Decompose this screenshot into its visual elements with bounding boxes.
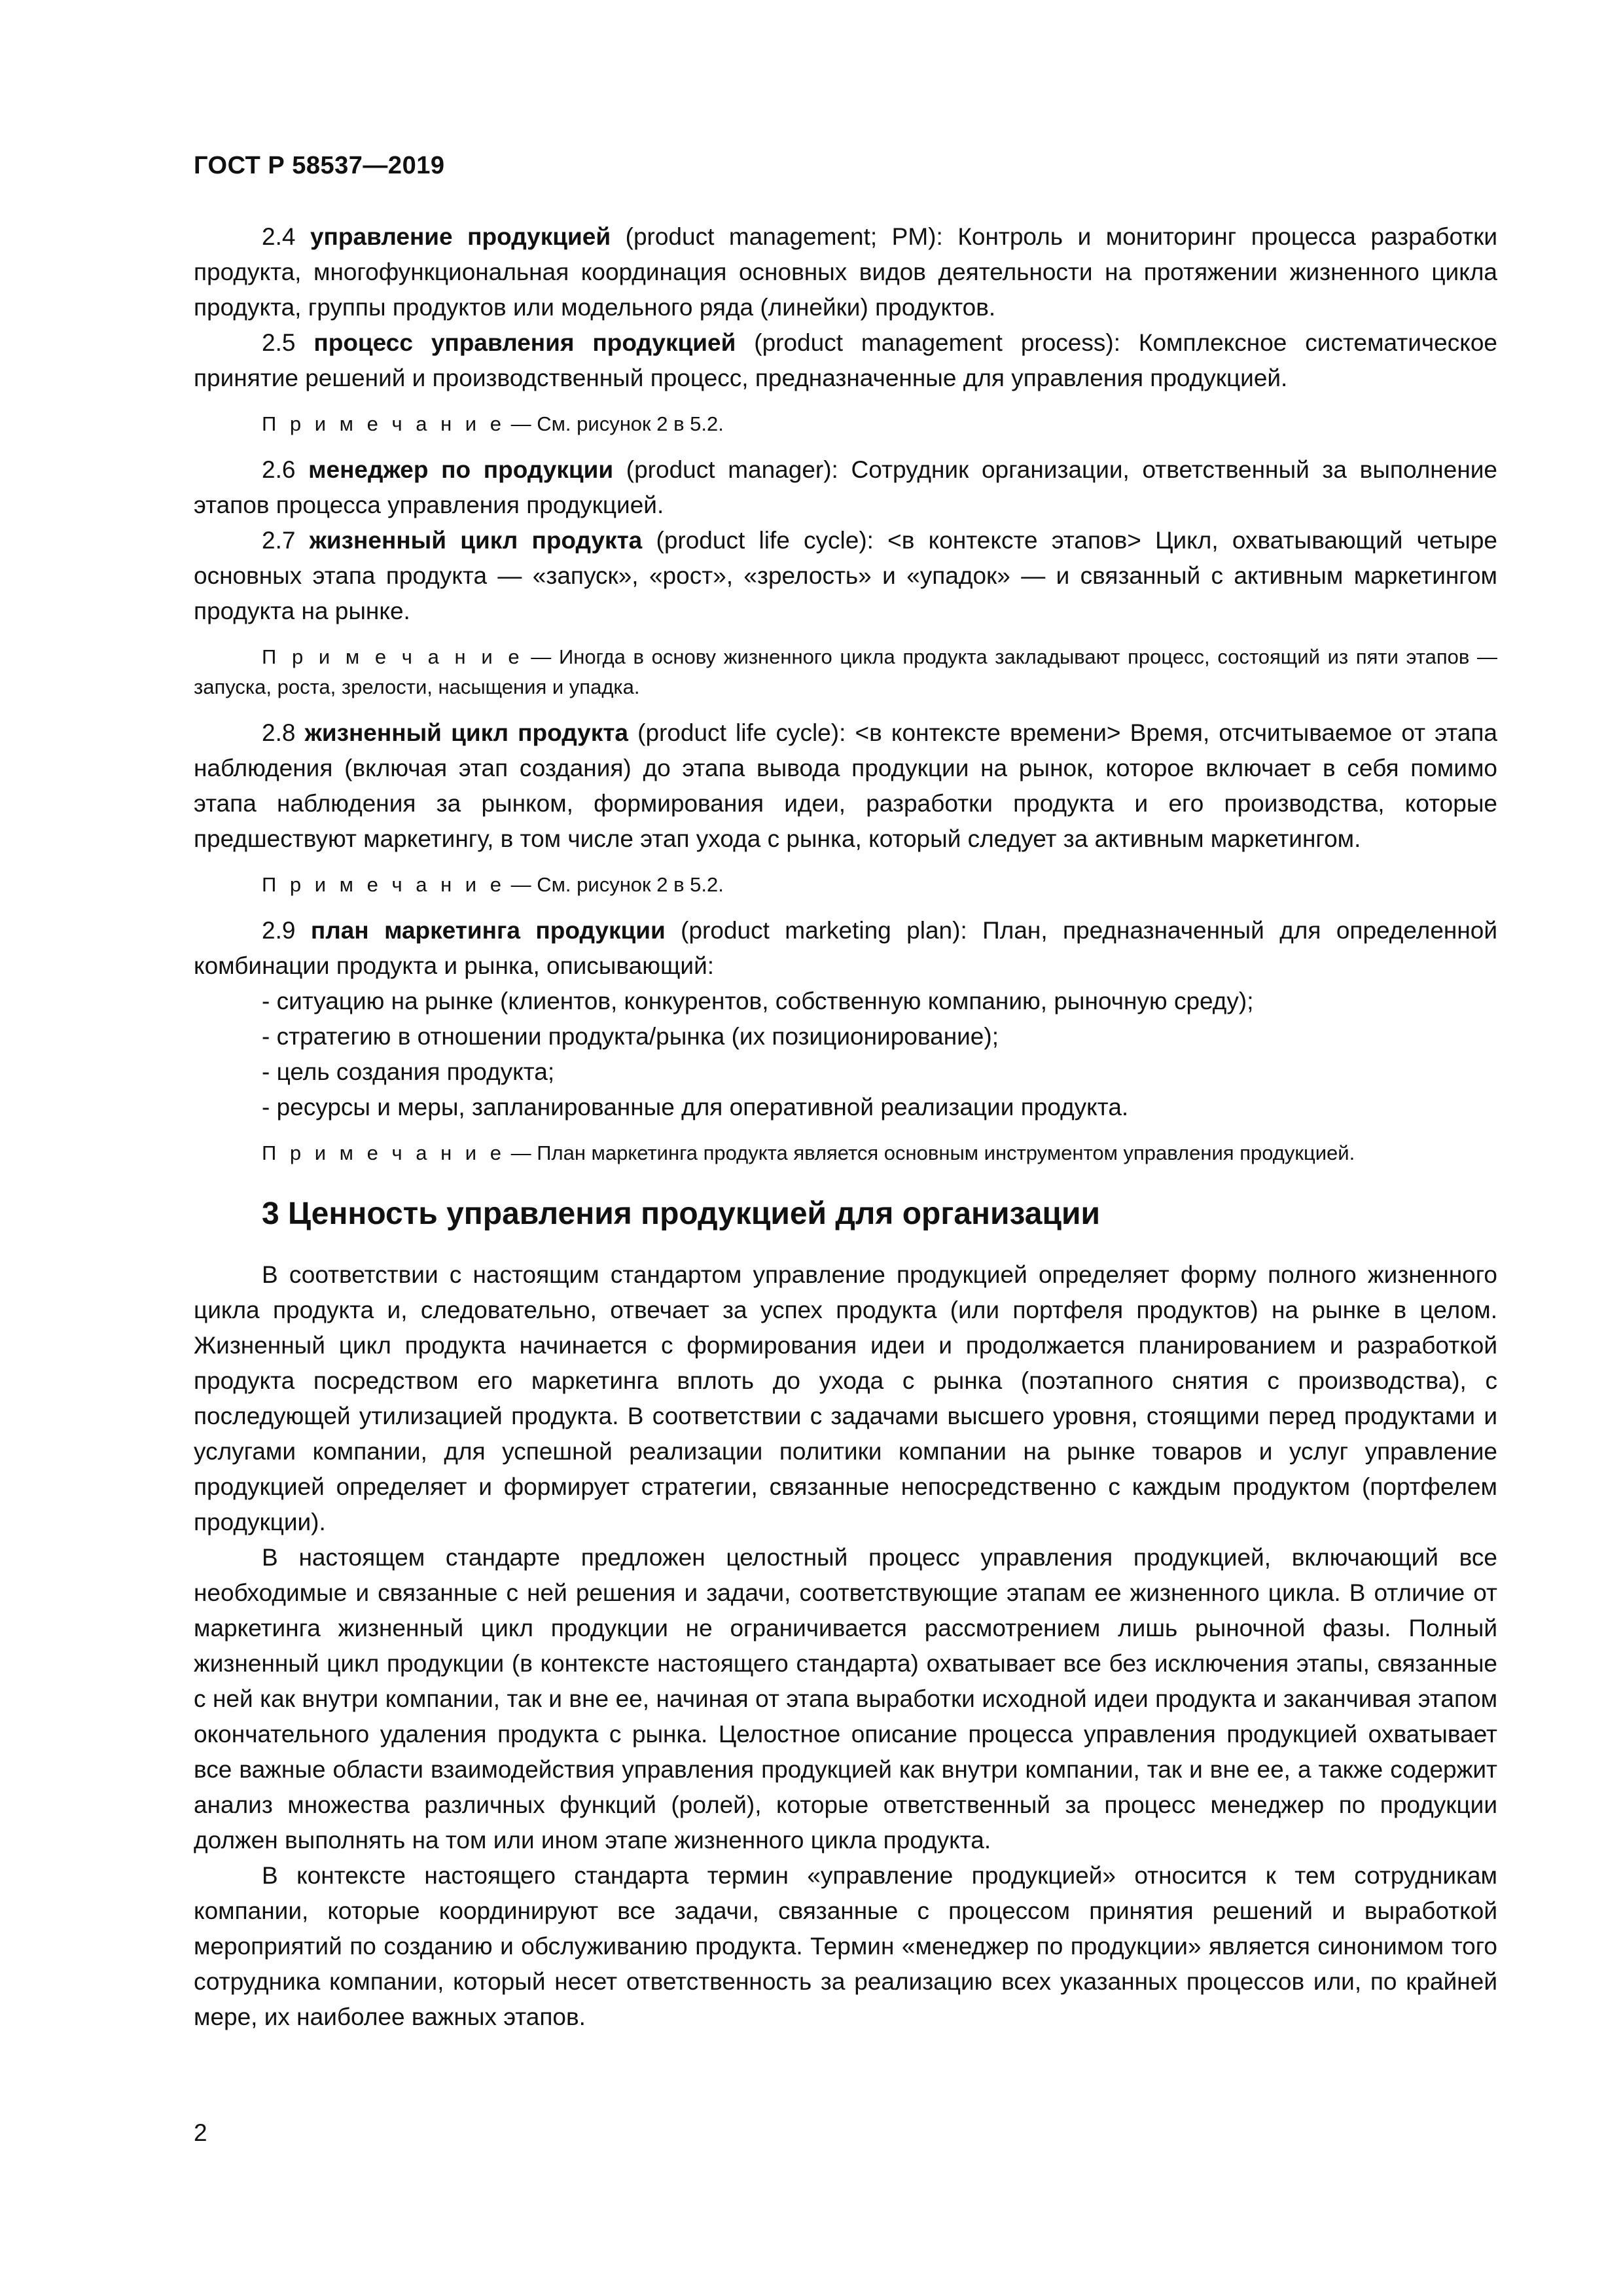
term-2-9: [194, 913, 1497, 984]
term-2-7: [194, 523, 1497, 629]
term-2-4: [194, 219, 1497, 325]
note-label: П р и м е ч а н и е: [262, 873, 505, 896]
list-item: - цель создания продукта;: [262, 1058, 555, 1085]
note-2: [194, 642, 1497, 702]
note-text: — См. рисунок 2 в 5.2.: [505, 873, 724, 896]
section-title: 3 Ценность управления продукцией для организации: [262, 1196, 1100, 1231]
term-definition: (product management process): Комплексное систематическое принятие решений и производственный процесс, предназначенные для управления продукцией.: [194, 329, 1498, 391]
section-paragraph: В настоящем стандарте предложен целостный процесс управления продукцией, включающий все необходимые и связанные с ней решения и задачи, соответствующие этапам ее жизненного цикла. В отличие от маркетинга жизненный цикл продукции не ограничивается рассмотрением лишь рыночной фазы. Полный жизненный цикл продукции (в контексте настоящего стандарта) охватывает все без исключения этапы, связанные с ней как внутри компании, так и вне ее, начиная от этапа выработки исходной идеи продукта и заканчивая этапом окончательного удаления продукта с рынка. Целостное описание процесса управления продукцией охватывает все важные области взаимодействия управления продукцией как внутри компании, так и вне ее, а также содержит анализ множества различных функций (ролей), которые ответственный за процесс менеджер по продукции должен выполнять на том или ином этапе жизненного цикла продукта.: [194, 1544, 1497, 1854]
term-number: 2.7: [262, 527, 296, 554]
term-name: жизненный цикл продукта: [304, 719, 628, 746]
term-definition: (product manager): Сотрудник организации, ответственный за выполнение этапов процесса управления продукцией.: [194, 456, 1497, 518]
term-definition: (product life cycle): <в контексте этапов> Цикл, охватывающий четыре основных этапа продукта — «запуск», «рост», «зрелость» и «упадок» — и связанный с активным маркетингом продукта на рынке.: [194, 527, 1497, 624]
term-number: 2.5: [262, 329, 296, 356]
term-2-5: [194, 325, 1497, 396]
term-2-8: [194, 715, 1497, 857]
term-name: жизненный цикл продукта: [309, 527, 643, 554]
note-text: — План маркетинга продукта является основным инструментом управления продукцией.: [505, 1141, 1355, 1164]
note-text: — См. рисунок 2 в 5.2.: [505, 412, 724, 435]
document-header: ГОСТ Р 58537—2019: [194, 152, 445, 179]
term-name: менеджер по продукции: [308, 456, 614, 483]
note-text: — Иногда в основу жизненного цикла продукта закладывают процесс, состоящий из пяти этапов — запуска, роста, зрелости, насыщения и упадка.: [194, 645, 1497, 698]
term-name: процесс управления продукцией: [313, 329, 736, 356]
note-label: П р и м е ч а н и е: [262, 412, 505, 435]
term-definition: (product management; PM): Контроль и мониторинг процесса разработки продукта, многофункциональная координация основных видов деятельности на протяжении жизненного цикла продукта, группы продуктов или модельного ряда (линейки) продуктов.: [194, 223, 1498, 321]
term-number: 2.6: [262, 456, 296, 483]
term-number: 2.4: [262, 223, 296, 250]
term-definition: (product life cycle): <в контексте времени> Время, отсчитываемое от этапа наблюдения (включая этап создания) до этапа вывода продукции на рынок, которое включает в себя помимо этапа наблюдения за рынком, формирования идеи, разработки продукта и его производства, которые предшествуют маркетингу, в том числе этап ухода с рынка, который следует за активным маркетингом.: [194, 719, 1498, 852]
section-paragraph: В соответствии с настоящим стандартом управление продукцией определяет форму полного жизненного цикла продукта и, следовательно, отвечает за успех продукта (или портфеля продуктов) на рынке в целом. Жизненный цикл продукта начинается с формирования идеи и продолжается планированием и разработкой продукта посредством его маркетинга вплоть до ухода с рынка (поэтапного снятия с производства), с последующей утилизацией продукта. В соответствии с задачами высшего уровня, стоящими перед продуктами и услугами компании, для успешной реализации политики компании на рынке товаров и услуг управление продукцией определяет и формирует стратегии, связанные непосредственно с каждым продуктом (портфелем продукции).: [194, 1261, 1497, 1535]
note-label: П р и м е ч а н и е: [262, 645, 524, 668]
term-2-6: [194, 452, 1497, 523]
list-item: - ситуацию на рынке (клиентов, конкурентов, собственную компанию, рыночную среду);: [262, 988, 1254, 1014]
term-number: 2.8: [262, 719, 296, 746]
note-label: П р и м е ч а н и е: [262, 1141, 505, 1164]
section-paragraph: В контексте настоящего стандарта термин «управление продукцией» относится к тем сотрудникам компании, которые координируют все задачи, связанные с процессом принятия решений и выработкой мероприятий по созданию и обслуживанию продукта. Термин «менеджер по продукции» является синонимом того сотрудника компании, который несет ответственность за реализацию всех указанных процессов или, по крайней мере, их наиболее важных этапов.: [194, 1862, 1497, 2030]
page-content: [194, 219, 1497, 2035]
list-item: - стратегию в отношении продукта/рынка (их позиционирование);: [262, 1023, 999, 1050]
list-item: - ресурсы и меры, запланированные для оперативной реализации продукта.: [262, 1094, 1129, 1121]
page-number: 2: [194, 2119, 207, 2146]
term-definition: (product marketing plan): План, предназначенный для определенной комбинации продукта и рынка, описывающий:: [194, 917, 1498, 979]
note-3: [194, 870, 1497, 900]
term-name: план маркетинга продукции: [310, 917, 666, 944]
note-4: [194, 1138, 1497, 1168]
note-1: [194, 409, 1497, 439]
term-number: 2.9: [262, 917, 296, 944]
term-name: управление продукцией: [310, 223, 611, 250]
